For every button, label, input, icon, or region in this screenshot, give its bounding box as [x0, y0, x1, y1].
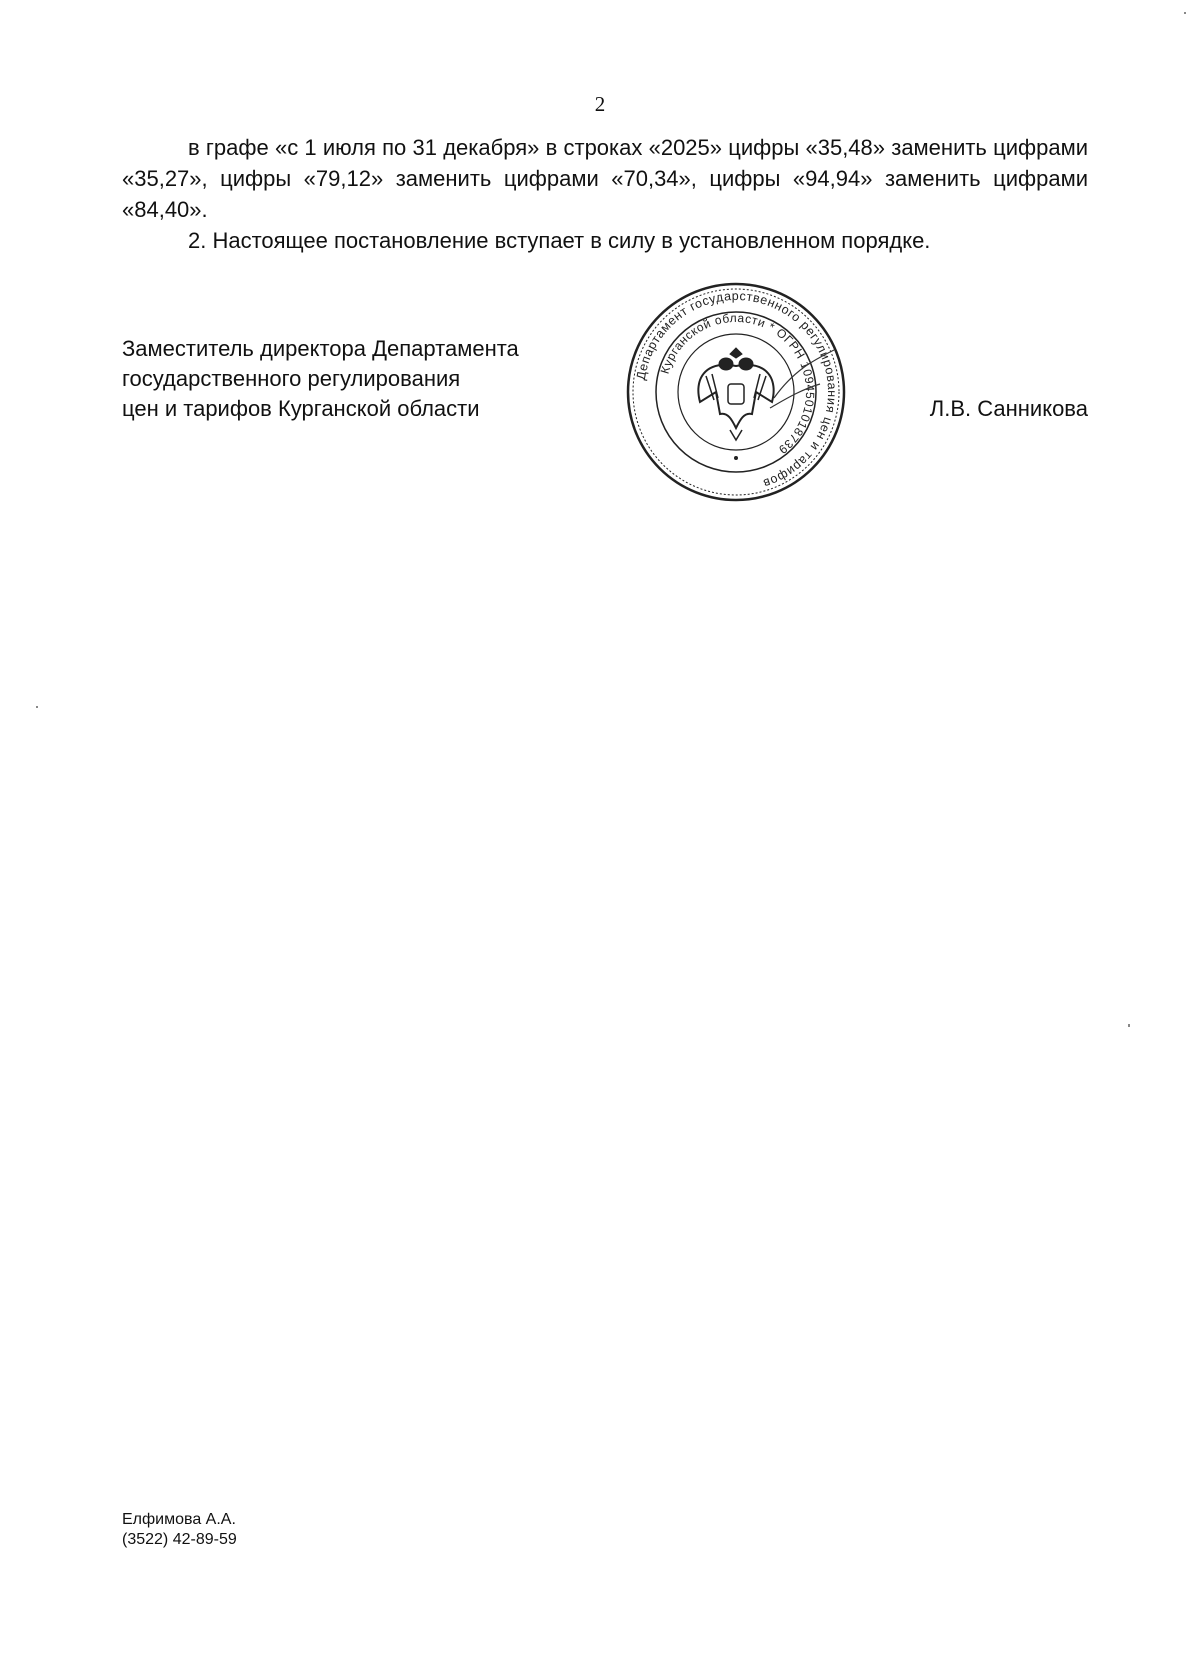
- scan-speck: [36, 706, 38, 708]
- signatory-position-line-1: Заместитель директора Департамента: [122, 336, 519, 361]
- signatory-position-line-2: государственного регулирования: [122, 366, 461, 391]
- signatory-position-line-3: цен и тарифов Курганской области: [122, 396, 480, 421]
- executor-phone: (3522) 42-89-59: [122, 1531, 237, 1548]
- signatory-position: [122, 334, 519, 424]
- scan-speck: [1184, 12, 1186, 14]
- seal-inner-text: Курганской области * ОГРН 1094501018739: [657, 310, 818, 458]
- coat-of-arms-icon: [698, 348, 773, 440]
- executor-name: Елфимова А.А.: [122, 1511, 236, 1528]
- official-seal-icon: [624, 280, 848, 504]
- signatory-name: Л.В. Санникова: [929, 396, 1088, 421]
- page-number: 2: [594, 92, 606, 116]
- executor-contact: [122, 1510, 237, 1550]
- seal-dot: [734, 456, 738, 460]
- paragraph-amendment: в графе «с 1 июля по 31 декабря» в строках «2025» цифры «35,48» заменить цифрами «35,27», цифры «79,12» заменить цифрами «70,34», цифры «94,94» заменить цифрами «84,40».: [122, 135, 1088, 222]
- seal-outer-text: Департамент государственного регулирования цен и тарифов: [633, 288, 840, 491]
- paragraph-effective: 2. Настоящее постановление вступает в силу в установленном порядке.: [188, 228, 931, 253]
- scan-speck: [1128, 1024, 1130, 1027]
- document-body: [122, 132, 1088, 256]
